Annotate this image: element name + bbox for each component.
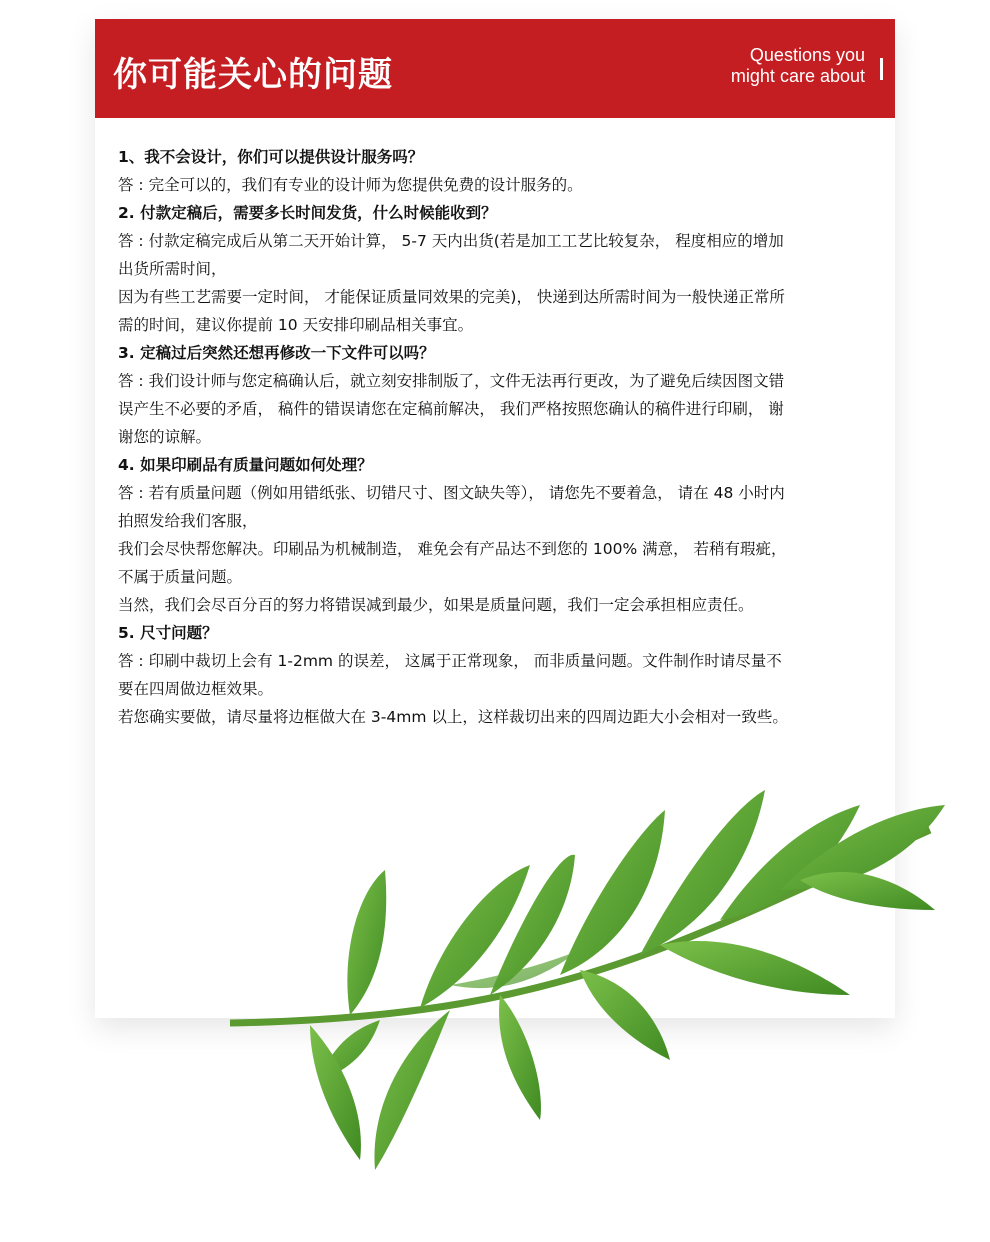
faq-answer-line: 需的时间，建议你提前 10 天安排印刷品相关事宜。 bbox=[118, 316, 474, 334]
faq-answer-line: 出货所需时间， bbox=[118, 260, 227, 278]
faq-answer-line: 不属于质量问题。 bbox=[118, 568, 243, 586]
leaf-branch-image bbox=[200, 770, 960, 1210]
faq-answer-line: 谢您的谅解。 bbox=[118, 428, 212, 446]
page-title: 你可能关心的问题 bbox=[113, 55, 393, 95]
faq-question: 5. 尺寸问题？ bbox=[118, 624, 218, 642]
faq-answer-line: 误产生不必要的矛盾， 稿件的错误请您在定稿前解决， 我们严格按照您确认的稿件进行印刷， 谢 bbox=[118, 400, 784, 418]
divider-bar bbox=[880, 58, 883, 80]
faq-question: 1、我不会设计，你们可以提供设计服务吗？ bbox=[118, 148, 424, 166]
faq-question: 4. 如果印刷品有质量问题如何处理？ bbox=[118, 456, 373, 474]
page-subtitle bbox=[731, 45, 865, 87]
faq-answer-line: 要在四周做边框效果。 bbox=[118, 680, 274, 698]
faq-answer-line: 答 : 若有质量问题（例如用错纸张、切错尺寸、图文缺失等）， 请您先不要着急， 请在 48 小时内 bbox=[118, 484, 785, 502]
faq-answer-line: 答 : 我们设计师与您定稿确认后，就立刻安排制版了，文件无法再行更改，为了避免后续因图文错 bbox=[118, 372, 785, 390]
faq-answer-line: 答 : 完全可以的，我们有专业的设计师为您提供免费的设计服务的。 bbox=[118, 176, 583, 194]
faq-content bbox=[118, 143, 878, 731]
faq-answer-line: 答 : 印刷中裁切上会有 1-2mm 的误差， 这属于正常现象， 而非质量问题。文件制作时请尽量不 bbox=[118, 652, 782, 670]
faq-answer-line: 若您确实要做，请尽量将边框做大在 3-4mm 以上，这样裁切出来的四周边距大小会相对一致些。 bbox=[118, 708, 788, 726]
faq-answer-line: 拍照发给我们客服， bbox=[118, 512, 258, 530]
subtitle-line-2: might care about bbox=[730, 66, 865, 86]
faq-answer-line: 因为有些工艺需要一定时间， 才能保证质量同效果的完美)， 快递到达所需时间为一般快递正常所 bbox=[118, 288, 785, 306]
faq-question: 2. 付款定稿后，需要多长时间发货，什么时候能收到？ bbox=[118, 204, 497, 222]
faq-answer-line: 我们会尽快帮您解决。印刷品为机械制造， 难免会有产品达不到您的 100% 满意， 若稍有瑕疵， bbox=[118, 540, 787, 558]
faq-question: 3. 定稿过后突然还想再修改一下文件可以吗？ bbox=[118, 344, 435, 362]
faq-answer-line: 答 : 付款定稿完成后从第二天开始计算， 5-7 天内出货(若是加工工艺比较复杂， 程度相应的增加 bbox=[118, 232, 784, 250]
subtitle-line-1: Questions you bbox=[749, 45, 865, 65]
header-banner bbox=[95, 19, 895, 118]
faq-answer-line: 当然，我们会尽百分百的努力将错误减到最少，如果是质量问题，我们一定会承担相应责任。 bbox=[118, 596, 754, 614]
